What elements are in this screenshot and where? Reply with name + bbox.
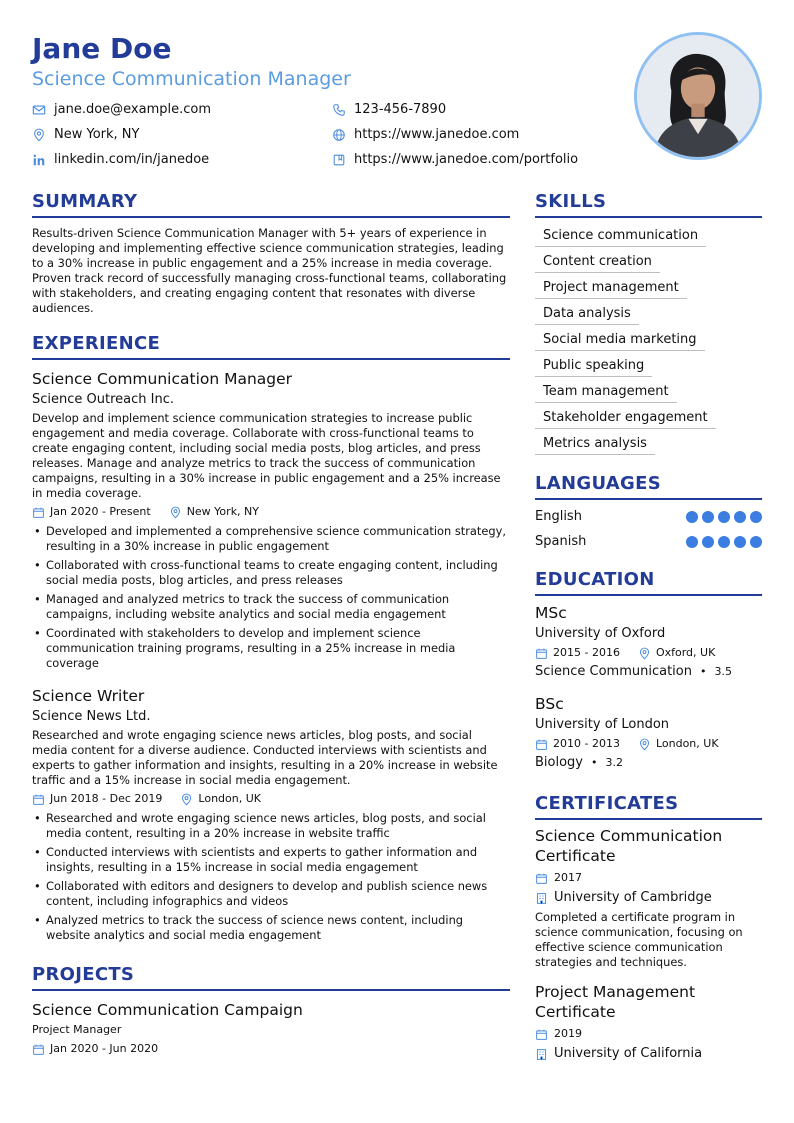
certificate-issuer: University of California bbox=[554, 1046, 703, 1061]
degree: BSc bbox=[535, 695, 564, 713]
level-dot bbox=[718, 511, 730, 523]
email-text: jane.doe@example.com bbox=[54, 102, 212, 117]
company-name: Science Outreach Inc. bbox=[32, 392, 174, 407]
certificate-issuer-row bbox=[535, 1046, 762, 1062]
bullet-item: • Researched and wrote engaging science news articles, blog posts, and social media content, resulting in a 20% increase in website traffic bbox=[32, 811, 510, 841]
job-location: New York, NY bbox=[186, 505, 259, 518]
projects-section bbox=[32, 963, 510, 1057]
location-text: New York, NY bbox=[54, 127, 140, 142]
institution-icon bbox=[535, 1048, 548, 1061]
summary-section bbox=[32, 190, 510, 316]
job-title: Science Writer bbox=[32, 687, 145, 705]
phone-text: 123-456-7890 bbox=[354, 102, 447, 117]
education-field-row bbox=[535, 663, 762, 681]
calendar-icon bbox=[535, 647, 548, 660]
map-pin-icon bbox=[169, 506, 182, 519]
school-name: University of London bbox=[535, 717, 670, 732]
certificate-title: Science Communication Certificate bbox=[535, 827, 723, 865]
skills-heading: SKILLS bbox=[535, 190, 762, 218]
education-section bbox=[535, 568, 762, 772]
language-level-dots bbox=[686, 536, 762, 548]
certificate-issuer-row bbox=[535, 890, 762, 906]
education-location: Oxford, UK bbox=[655, 646, 716, 659]
language-row bbox=[535, 533, 762, 550]
project-meta bbox=[32, 1041, 510, 1057]
skill-tag: Project management bbox=[535, 277, 687, 299]
level-dot bbox=[702, 536, 714, 548]
bullet-item: • Conducted interviews with scientists and experts to gather information and insights, resulting in a 15% increase in social media engagement bbox=[32, 845, 510, 875]
job-entry bbox=[32, 368, 510, 671]
candidate-title: Science Communication Manager bbox=[32, 68, 351, 90]
job-description: Researched and wrote engaging science news articles, blog posts, and social media content for a diverse audience. Conducted interviews with scientists and experts to gather information and insights, resulting in a 20% increase in website traffic and a 15% increase in social media engagement. bbox=[32, 728, 498, 787]
certificate-year-row bbox=[535, 1026, 762, 1042]
level-dot bbox=[686, 536, 698, 548]
map-pin-icon bbox=[32, 128, 46, 142]
languages-heading: LANGUAGES bbox=[535, 472, 762, 500]
map-pin-icon bbox=[638, 738, 651, 751]
bullet-item: • Collaborated with editors and designers to develop and publish science news content, including infographics and videos bbox=[32, 879, 510, 909]
certificate-year: 2019 bbox=[554, 1027, 582, 1040]
experience-section bbox=[32, 332, 510, 943]
calendar-icon bbox=[32, 793, 45, 806]
language-name: English bbox=[535, 509, 582, 524]
contact-portfolio[interactable] bbox=[332, 150, 622, 169]
level-dot bbox=[734, 511, 746, 523]
certificate-year-row bbox=[535, 870, 762, 886]
level-dot bbox=[718, 536, 730, 548]
skill-tag: Metrics analysis bbox=[535, 433, 655, 455]
bullet-item: • Managed and analyzed metrics to track the success of communication campaigns, including website analytics and social media engagement bbox=[32, 592, 510, 622]
bookmark-icon bbox=[332, 153, 346, 167]
level-dot bbox=[734, 536, 746, 548]
calendar-icon bbox=[535, 738, 548, 751]
bullet-item: • Coordinated with stakeholders to develop and implement science communication training programs, resulting in a 25% increase in media coverage bbox=[32, 626, 510, 671]
gpa: 3.5 bbox=[714, 665, 732, 678]
job-entry bbox=[32, 685, 510, 943]
bullet-item: • Developed and implemented a comprehensive science communication strategy, resulting in a 30% increase in public engagement bbox=[32, 524, 510, 554]
left-column bbox=[32, 190, 510, 1057]
job-meta bbox=[32, 791, 510, 807]
contact-phone[interactable] bbox=[332, 100, 622, 119]
portfolio-link: https://www.janedoe.com/portfolio bbox=[354, 152, 579, 167]
language-level-dots bbox=[686, 511, 762, 523]
skills-section bbox=[535, 190, 762, 458]
skill-tag: Social media marketing bbox=[535, 329, 705, 351]
level-dot bbox=[750, 511, 762, 523]
certificates-heading: CERTIFICATES bbox=[535, 792, 762, 820]
calendar-icon bbox=[32, 506, 45, 519]
certificate-description: Completed a certificate program in science communication, focusing on effective science communication strategies and techniques. bbox=[535, 910, 743, 969]
calendar-icon bbox=[535, 872, 548, 885]
education-dates: 2010 - 2013 bbox=[553, 737, 620, 750]
linkedin-link: linkedin.com/in/janedoe bbox=[54, 152, 210, 167]
project-dates: Jan 2020 - Jun 2020 bbox=[50, 1042, 159, 1055]
company-name: Science News Ltd. bbox=[32, 709, 151, 724]
certificate-issuer: University of Cambridge bbox=[554, 890, 712, 905]
project-role-text: Project Manager bbox=[32, 1023, 122, 1036]
experience-heading: EXPERIENCE bbox=[32, 332, 510, 360]
certificate-entry bbox=[535, 826, 762, 970]
job-meta bbox=[32, 504, 510, 520]
right-column bbox=[535, 190, 762, 1062]
website-link: https://www.janedoe.com bbox=[354, 127, 520, 142]
separator-dot: • bbox=[591, 756, 598, 769]
linkedin-icon bbox=[32, 153, 46, 167]
job-location: London, UK bbox=[198, 792, 262, 805]
language-row bbox=[535, 508, 762, 525]
job-dates: Jan 2020 - Present bbox=[50, 505, 151, 518]
job-description: Develop and implement science communication strategies to increase public engagement and media coverage. Collaborate with cross-functional teams to create engaging content, including social media posts, blog articles, and press releases. Manage and analyze metrics to track the success of communication campaigns, resulting in a 30% increase in public engagement and a 25% increase in media coverage. bbox=[32, 411, 501, 500]
globe-icon bbox=[332, 128, 346, 142]
contact-email[interactable] bbox=[32, 100, 332, 119]
level-dot bbox=[750, 536, 762, 548]
education-dates: 2015 - 2016 bbox=[553, 646, 620, 659]
map-pin-icon bbox=[638, 647, 651, 660]
languages-section bbox=[535, 472, 762, 550]
summary-text: Results-driven Science Communication Manager with 5+ years of experience in developing and implementing effective science communication strategies, leading to a 30% increase in public engagement and a 25% increase in media coverage. Proven track record of successfully managing cross-functional teams, collaborating with stakeholders, and creating engaging content that resonates with diverse audiences. bbox=[32, 226, 507, 315]
contact-linkedin[interactable] bbox=[32, 150, 332, 169]
contact-list bbox=[32, 100, 622, 169]
field-of-study: Biology bbox=[535, 755, 583, 770]
skill-tag: Public speaking bbox=[535, 355, 652, 377]
language-name: Spanish bbox=[535, 534, 587, 549]
skills-list bbox=[535, 224, 762, 458]
separator-dot: • bbox=[700, 665, 707, 678]
resume-header bbox=[32, 32, 622, 169]
education-meta bbox=[535, 645, 762, 661]
bullet-item: • Analyzed metrics to track the success of science news content, including website analytics and social media engagement bbox=[32, 913, 510, 943]
project-title: Science Communication Campaign bbox=[32, 1001, 303, 1019]
certificate-entry bbox=[535, 982, 762, 1062]
gpa: 3.2 bbox=[605, 756, 623, 769]
education-location: London, UK bbox=[655, 737, 719, 750]
bullet-item: • Collaborated with cross-functional teams to create engaging content, including social media posts, blog articles, and press releases bbox=[32, 558, 510, 588]
certificates-section bbox=[535, 792, 762, 1062]
projects-heading: PROJECTS bbox=[32, 963, 510, 991]
envelope-icon bbox=[32, 103, 46, 117]
education-entry bbox=[535, 602, 762, 681]
skill-tag: Content creation bbox=[535, 251, 660, 273]
summary-heading: SUMMARY bbox=[32, 190, 510, 218]
calendar-icon bbox=[535, 1028, 548, 1041]
contact-website[interactable] bbox=[332, 125, 622, 144]
job-title: Science Communication Manager bbox=[32, 370, 293, 388]
job-dates: Jun 2018 - Dec 2019 bbox=[50, 792, 163, 805]
job-bullets bbox=[32, 811, 510, 943]
education-heading: EDUCATION bbox=[535, 568, 762, 596]
certificate-year: 2017 bbox=[554, 871, 582, 884]
field-of-study: Science Communication bbox=[535, 664, 692, 679]
calendar-icon bbox=[32, 1043, 45, 1056]
school-name: University of Oxford bbox=[535, 626, 666, 641]
map-pin-icon bbox=[180, 793, 193, 806]
job-bullets bbox=[32, 524, 510, 671]
skill-tag: Data analysis bbox=[535, 303, 639, 325]
project-entry bbox=[32, 999, 510, 1057]
degree: MSc bbox=[535, 604, 567, 622]
education-entry bbox=[535, 693, 762, 772]
certificate-title: Project Management Certificate bbox=[535, 983, 696, 1021]
level-dot bbox=[702, 511, 714, 523]
contact-location bbox=[32, 125, 332, 144]
level-dot bbox=[686, 511, 698, 523]
skill-tag: Science communication bbox=[535, 225, 706, 247]
institution-icon bbox=[535, 892, 548, 905]
project-role bbox=[32, 1022, 510, 1038]
education-field-row bbox=[535, 754, 762, 772]
education-meta bbox=[535, 736, 762, 752]
phone-icon bbox=[332, 103, 346, 117]
profile-photo bbox=[634, 32, 762, 160]
skill-tag: Team management bbox=[535, 381, 677, 403]
candidate-name: Jane Doe bbox=[32, 32, 172, 65]
skill-tag: Stakeholder engagement bbox=[535, 407, 716, 429]
